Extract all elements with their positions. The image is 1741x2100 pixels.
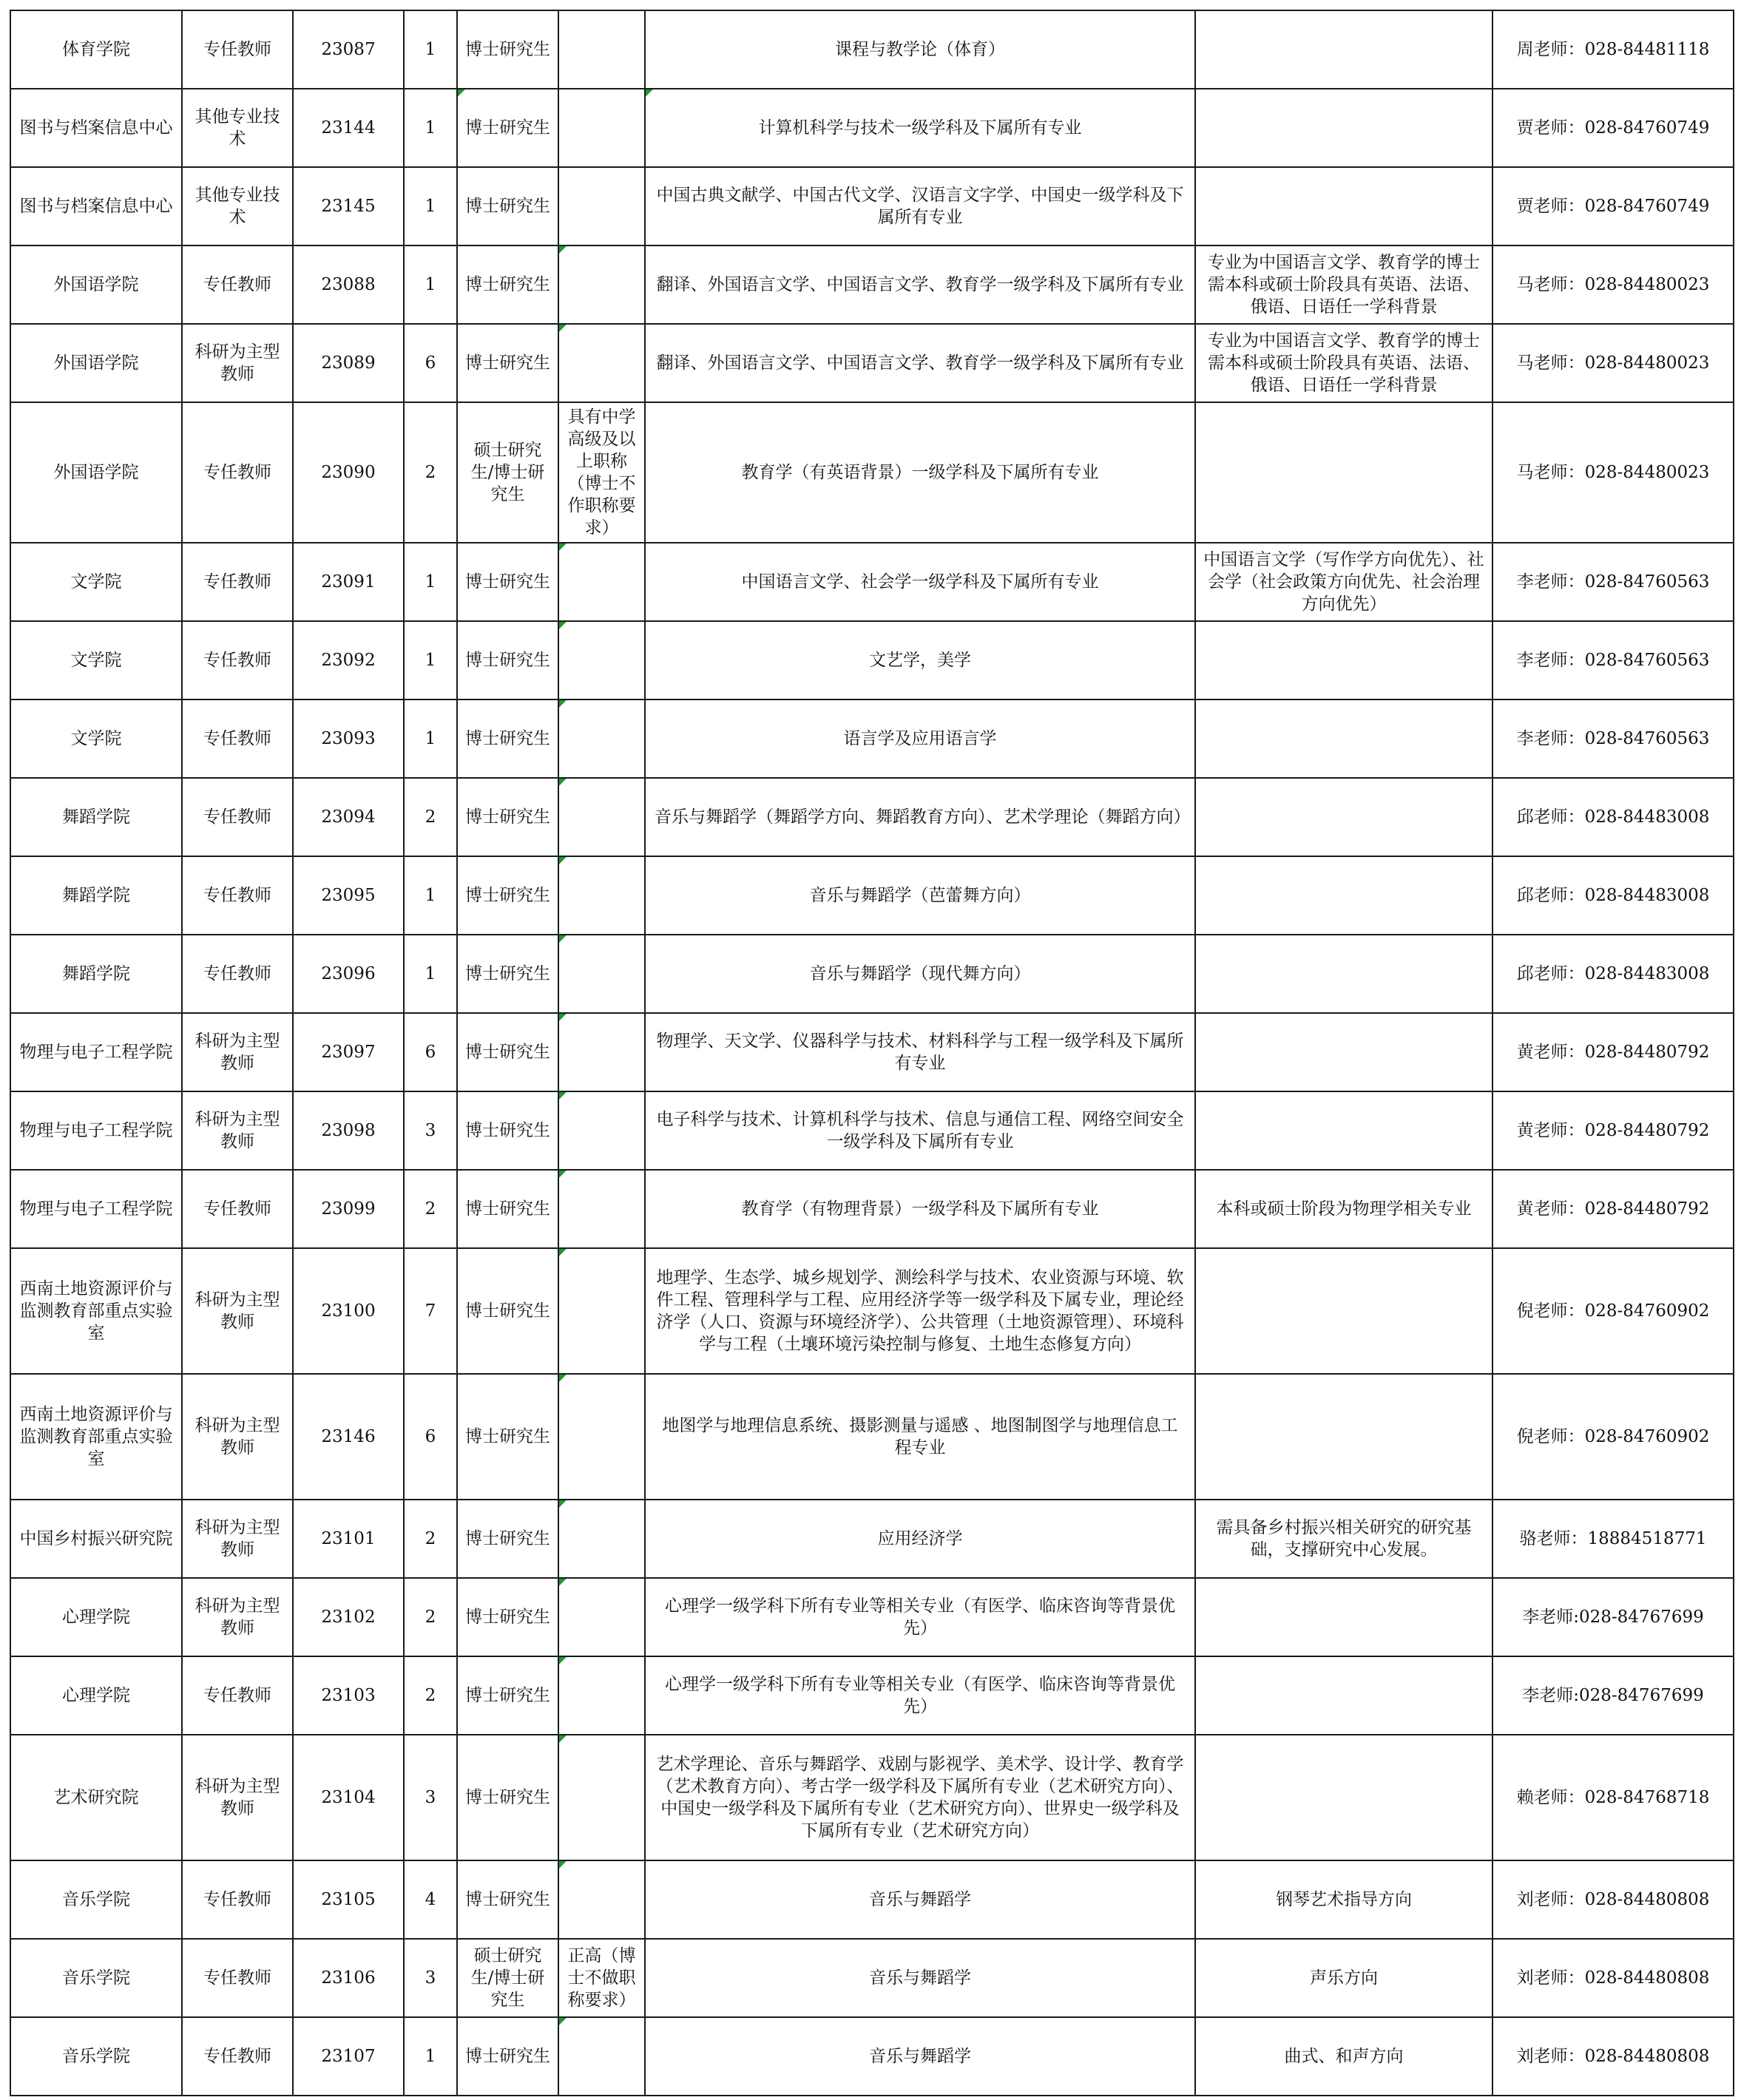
major-cell: 心理学一级学科下所有专业等相关专业（有医学、临床咨询等背景优先） (645, 1578, 1195, 1656)
degree-cell: 博士研究生 (457, 621, 558, 700)
degree-cell: 博士研究生 (457, 1656, 558, 1735)
degree-cell: 博士研究生 (457, 1248, 558, 1374)
position-type-cell: 科研为主型教师 (182, 1248, 293, 1374)
other-requirement-cell (1195, 402, 1492, 543)
position-code-cell: 23146 (293, 1374, 404, 1500)
other-requirement-cell: 声乐方向 (1195, 1939, 1492, 2017)
position-code-cell: 23102 (293, 1578, 404, 1656)
table-row (10, 1013, 1734, 1091)
unit-cell: 音乐学院 (10, 1860, 182, 1939)
other-requirement-cell (1195, 1374, 1492, 1500)
position-type-cell: 科研为主型教师 (182, 1091, 293, 1170)
contact-cell: 邱老师：028-84483008 (1492, 856, 1734, 935)
table-row (10, 402, 1734, 543)
position-code-cell: 23088 (293, 245, 404, 324)
position-code-cell: 23095 (293, 856, 404, 935)
major-cell: 音乐与舞蹈学（芭蕾舞方向） (645, 856, 1195, 935)
position-type-cell: 专任教师 (182, 935, 293, 1013)
table-row (10, 1500, 1734, 1578)
position-type-cell: 专任教师 (182, 621, 293, 700)
contact-cell: 刘老师：028-84480808 (1492, 1860, 1734, 1939)
major-cell: 音乐与舞蹈学 (645, 1860, 1195, 1939)
other-requirement-cell: 中国语言文学（写作学方向优先）、社会学（社会政策方向优先、社会治理方向优先） (1195, 543, 1492, 621)
position-type-cell: 专任教师 (182, 778, 293, 856)
title-requirement-cell (558, 621, 645, 700)
title-requirement-cell (558, 543, 645, 621)
contact-cell: 刘老师：028-84480808 (1492, 2017, 1734, 2096)
headcount-cell: 3 (404, 1735, 457, 1860)
table-row (10, 2017, 1734, 2096)
position-code-cell: 23097 (293, 1013, 404, 1091)
position-code-cell: 23087 (293, 10, 404, 89)
position-code-cell: 23145 (293, 167, 404, 245)
title-requirement-cell (558, 167, 645, 245)
major-cell: 语言学及应用语言学 (645, 700, 1195, 778)
table-row (10, 324, 1734, 402)
degree-cell: 博士研究生 (457, 89, 558, 167)
headcount-cell: 1 (404, 700, 457, 778)
headcount-cell: 2 (404, 1500, 457, 1578)
headcount-cell: 6 (404, 1013, 457, 1091)
other-requirement-cell: 专业为中国语言文学、教育学的博士需本科或硕士阶段具有英语、法语、俄语、日语任一学科背景 (1195, 324, 1492, 402)
title-requirement-cell (558, 700, 645, 778)
table-row (10, 10, 1734, 89)
headcount-cell: 1 (404, 10, 457, 89)
contact-cell: 李老师:028-84767699 (1492, 1578, 1734, 1656)
position-code-cell: 23098 (293, 1091, 404, 1170)
contact-cell: 黄老师：028-84480792 (1492, 1091, 1734, 1170)
title-requirement-cell (558, 778, 645, 856)
degree-cell: 博士研究生 (457, 856, 558, 935)
major-cell: 翻译、外国语言文学、中国语言文学、教育学一级学科及下属所有专业 (645, 324, 1195, 402)
major-cell: 音乐与舞蹈学 (645, 2017, 1195, 2096)
title-requirement-cell (558, 10, 645, 89)
position-code-cell: 23100 (293, 1248, 404, 1374)
major-cell: 地理学、生态学、城乡规划学、测绘科学与技术、农业资源与环境、软件工程、管理科学与工程、应用经济学等一级学科及下属专业，理论经济学（人口、资源与环境经济学）、公共管理（土地资源管理）、环境科学与工程（土壤环境污染控制与修复、土地生态修复方向） (645, 1248, 1195, 1374)
headcount-cell: 2 (404, 1170, 457, 1248)
unit-cell: 体育学院 (10, 10, 182, 89)
other-requirement-cell (1195, 89, 1492, 167)
table-row (10, 543, 1734, 621)
headcount-cell: 3 (404, 1091, 457, 1170)
position-type-cell: 专任教师 (182, 1170, 293, 1248)
contact-cell: 骆老师：18884518771 (1492, 1500, 1734, 1578)
unit-cell: 西南土地资源评价与监测教育部重点实验室 (10, 1374, 182, 1500)
unit-cell: 物理与电子工程学院 (10, 1170, 182, 1248)
position-type-cell: 专任教师 (182, 245, 293, 324)
major-cell: 教育学（有物理背景）一级学科及下属所有专业 (645, 1170, 1195, 1248)
major-cell: 课程与教学论（体育） (645, 10, 1195, 89)
title-requirement-cell (558, 1578, 645, 1656)
position-code-cell: 23101 (293, 1500, 404, 1578)
other-requirement-cell (1195, 1248, 1492, 1374)
other-requirement-cell: 曲式、和声方向 (1195, 2017, 1492, 2096)
title-requirement-cell (558, 1500, 645, 1578)
position-type-cell: 科研为主型教师 (182, 324, 293, 402)
other-requirement-cell (1195, 778, 1492, 856)
degree-cell: 博士研究生 (457, 543, 558, 621)
title-requirement-cell (558, 1656, 645, 1735)
major-cell: 地图学与地理信息系统、摄影测量与遥感 、地图制图学与地理信息工程专业 (645, 1374, 1195, 1500)
degree-cell: 博士研究生 (457, 245, 558, 324)
degree-cell: 博士研究生 (457, 1860, 558, 1939)
degree-cell: 博士研究生 (457, 10, 558, 89)
position-code-cell: 23096 (293, 935, 404, 1013)
unit-cell: 物理与电子工程学院 (10, 1013, 182, 1091)
major-cell: 中国语言文学、社会学一级学科及下属所有专业 (645, 543, 1195, 621)
contact-cell: 倪老师：028-84760902 (1492, 1248, 1734, 1374)
other-requirement-cell (1195, 167, 1492, 245)
major-cell: 计算机科学与技术一级学科及下属所有专业 (645, 89, 1195, 167)
unit-cell: 舞蹈学院 (10, 778, 182, 856)
degree-cell: 博士研究生 (457, 1091, 558, 1170)
headcount-cell: 2 (404, 402, 457, 543)
unit-cell: 图书与档案信息中心 (10, 167, 182, 245)
other-requirement-cell (1195, 10, 1492, 89)
unit-cell: 外国语学院 (10, 324, 182, 402)
title-requirement-cell (558, 1860, 645, 1939)
table-row (10, 935, 1734, 1013)
position-type-cell: 专任教师 (182, 1939, 293, 2017)
position-code-cell: 23105 (293, 1860, 404, 1939)
contact-cell: 刘老师：028-84480808 (1492, 1939, 1734, 2017)
unit-cell: 心理学院 (10, 1578, 182, 1656)
headcount-cell: 6 (404, 1374, 457, 1500)
contact-cell: 李老师：028-84760563 (1492, 621, 1734, 700)
major-cell: 翻译、外国语言文学、中国语言文学、教育学一级学科及下属所有专业 (645, 245, 1195, 324)
contact-cell: 邱老师：028-84483008 (1492, 778, 1734, 856)
table-row (10, 856, 1734, 935)
title-requirement-cell (558, 2017, 645, 2096)
headcount-cell: 1 (404, 2017, 457, 2096)
unit-cell: 文学院 (10, 621, 182, 700)
title-requirement-cell (558, 1735, 645, 1860)
title-requirement-cell (558, 1013, 645, 1091)
contact-cell: 黄老师：028-84480792 (1492, 1170, 1734, 1248)
title-requirement-cell: 具有中学高级及以上职称（博士不作职称要求） (558, 402, 645, 543)
degree-cell: 博士研究生 (457, 935, 558, 1013)
position-code-cell: 23099 (293, 1170, 404, 1248)
title-requirement-cell: 正高（博士不做职称要求） (558, 1939, 645, 2017)
contact-cell: 黄老师：028-84480792 (1492, 1013, 1734, 1091)
table-row (10, 1374, 1734, 1500)
unit-cell: 图书与档案信息中心 (10, 89, 182, 167)
title-requirement-cell (558, 245, 645, 324)
title-requirement-cell (558, 1374, 645, 1500)
position-type-cell: 科研为主型教师 (182, 1735, 293, 1860)
headcount-cell: 4 (404, 1860, 457, 1939)
degree-cell: 博士研究生 (457, 2017, 558, 2096)
headcount-cell: 1 (404, 167, 457, 245)
major-cell: 音乐与舞蹈学（舞蹈学方向、舞蹈教育方向）、艺术学理论（舞蹈方向） (645, 778, 1195, 856)
degree-cell: 博士研究生 (457, 1013, 558, 1091)
contact-cell: 马老师：028-84480023 (1492, 324, 1734, 402)
unit-cell: 物理与电子工程学院 (10, 1091, 182, 1170)
major-cell: 心理学一级学科下所有专业等相关专业（有医学、临床咨询等背景优先） (645, 1656, 1195, 1735)
position-type-cell: 科研为主型教师 (182, 1500, 293, 1578)
contact-cell: 邱老师：028-84483008 (1492, 935, 1734, 1013)
position-code-cell: 23106 (293, 1939, 404, 2017)
table-row (10, 1656, 1734, 1735)
headcount-cell: 6 (404, 324, 457, 402)
table-row (10, 167, 1734, 245)
position-type-cell: 专任教师 (182, 1860, 293, 1939)
major-cell: 音乐与舞蹈学 (645, 1939, 1195, 2017)
title-requirement-cell (558, 1170, 645, 1248)
table-row (10, 621, 1734, 700)
unit-cell: 西南土地资源评价与监测教育部重点实验室 (10, 1248, 182, 1374)
position-code-cell: 23103 (293, 1656, 404, 1735)
table-row (10, 1248, 1734, 1374)
recruitment-table (10, 10, 1734, 2096)
contact-cell: 李老师：028-84760563 (1492, 543, 1734, 621)
major-cell: 应用经济学 (645, 1500, 1195, 1578)
other-requirement-cell (1195, 935, 1492, 1013)
position-type-cell: 专任教师 (182, 2017, 293, 2096)
degree-cell: 博士研究生 (457, 1500, 558, 1578)
position-type-cell: 科研为主型教师 (182, 1578, 293, 1656)
position-type-cell: 专任教师 (182, 402, 293, 543)
table-row (10, 1170, 1734, 1248)
other-requirement-cell (1195, 621, 1492, 700)
contact-cell: 倪老师：028-84760902 (1492, 1374, 1734, 1500)
table-row (10, 1578, 1734, 1656)
position-type-cell: 专任教师 (182, 1656, 293, 1735)
headcount-cell: 3 (404, 1939, 457, 2017)
contact-cell: 李老师:028-84767699 (1492, 1656, 1734, 1735)
position-type-cell: 科研为主型教师 (182, 1374, 293, 1500)
degree-cell: 硕士研究生/博士研究生 (457, 402, 558, 543)
headcount-cell: 1 (404, 935, 457, 1013)
headcount-cell: 1 (404, 89, 457, 167)
degree-cell: 博士研究生 (457, 167, 558, 245)
title-requirement-cell (558, 935, 645, 1013)
unit-cell: 中国乡村振兴研究院 (10, 1500, 182, 1578)
position-code-cell: 23104 (293, 1735, 404, 1860)
position-code-cell: 23107 (293, 2017, 404, 2096)
contact-cell: 李老师：028-84760563 (1492, 700, 1734, 778)
major-cell: 音乐与舞蹈学（现代舞方向） (645, 935, 1195, 1013)
position-type-cell: 专任教师 (182, 10, 293, 89)
degree-cell: 博士研究生 (457, 1578, 558, 1656)
table-row (10, 245, 1734, 324)
other-requirement-cell: 需具备乡村振兴相关研究的研究基础，支撑研究中心发展。 (1195, 1500, 1492, 1578)
degree-cell: 博士研究生 (457, 1170, 558, 1248)
contact-cell: 马老师：028-84480023 (1492, 245, 1734, 324)
major-cell: 文艺学，美学 (645, 621, 1195, 700)
degree-cell: 博士研究生 (457, 778, 558, 856)
major-cell: 物理学、天文学、仪器科学与技术、材料科学与工程一级学科及下属所有专业 (645, 1013, 1195, 1091)
title-requirement-cell (558, 1248, 645, 1374)
unit-cell: 音乐学院 (10, 1939, 182, 2017)
other-requirement-cell: 本科或硕士阶段为物理学相关专业 (1195, 1170, 1492, 1248)
other-requirement-cell: 钢琴艺术指导方向 (1195, 1860, 1492, 1939)
contact-cell: 马老师：028-84480023 (1492, 402, 1734, 543)
contact-cell: 赖老师：028-84768718 (1492, 1735, 1734, 1860)
unit-cell: 艺术研究院 (10, 1735, 182, 1860)
table-row (10, 700, 1734, 778)
position-type-cell: 专任教师 (182, 543, 293, 621)
unit-cell: 音乐学院 (10, 2017, 182, 2096)
headcount-cell: 2 (404, 1578, 457, 1656)
headcount-cell: 2 (404, 778, 457, 856)
title-requirement-cell (558, 89, 645, 167)
position-code-cell: 23093 (293, 700, 404, 778)
other-requirement-cell (1195, 700, 1492, 778)
other-requirement-cell (1195, 856, 1492, 935)
position-code-cell: 23094 (293, 778, 404, 856)
position-type-cell: 科研为主型教师 (182, 1013, 293, 1091)
contact-cell: 贾老师：028-84760749 (1492, 167, 1734, 245)
degree-cell: 博士研究生 (457, 700, 558, 778)
major-cell: 教育学（有英语背景）一级学科及下属所有专业 (645, 402, 1195, 543)
position-type-cell: 其他专业技术 (182, 89, 293, 167)
other-requirement-cell: 专业为中国语言文学、教育学的博士需本科或硕士阶段具有英语、法语、俄语、日语任一学科背景 (1195, 245, 1492, 324)
table-row (10, 1860, 1734, 1939)
position-type-cell: 专任教师 (182, 856, 293, 935)
title-requirement-cell (558, 856, 645, 935)
headcount-cell: 1 (404, 245, 457, 324)
unit-cell: 文学院 (10, 543, 182, 621)
unit-cell: 文学院 (10, 700, 182, 778)
position-code-cell: 23089 (293, 324, 404, 402)
degree-cell: 博士研究生 (457, 324, 558, 402)
other-requirement-cell (1195, 1656, 1492, 1735)
other-requirement-cell (1195, 1091, 1492, 1170)
title-requirement-cell (558, 324, 645, 402)
headcount-cell: 1 (404, 543, 457, 621)
unit-cell: 外国语学院 (10, 245, 182, 324)
position-code-cell: 23090 (293, 402, 404, 543)
position-code-cell: 23144 (293, 89, 404, 167)
position-type-cell: 其他专业技术 (182, 167, 293, 245)
position-code-cell: 23092 (293, 621, 404, 700)
degree-cell: 博士研究生 (457, 1735, 558, 1860)
degree-cell: 硕士研究生/博士研究生 (457, 1939, 558, 2017)
position-code-cell: 23091 (293, 543, 404, 621)
contact-cell: 周老师：028-84481118 (1492, 10, 1734, 89)
headcount-cell: 7 (404, 1248, 457, 1374)
headcount-cell: 1 (404, 621, 457, 700)
other-requirement-cell (1195, 1735, 1492, 1860)
title-requirement-cell (558, 1091, 645, 1170)
unit-cell: 舞蹈学院 (10, 856, 182, 935)
other-requirement-cell (1195, 1013, 1492, 1091)
headcount-cell: 1 (404, 856, 457, 935)
table-row (10, 1939, 1734, 2017)
contact-cell: 贾老师：028-84760749 (1492, 89, 1734, 167)
position-type-cell: 专任教师 (182, 700, 293, 778)
major-cell: 艺术学理论、音乐与舞蹈学、戏剧与影视学、美术学、设计学、教育学（艺术教育方向）、考古学一级学科及下属所有专业（艺术研究方向）、中国史一级学科及下属所有专业（艺术研究方向）、世界史一级学科及下属所有专业（艺术研究方向） (645, 1735, 1195, 1860)
table-row (10, 778, 1734, 856)
table-row (10, 1735, 1734, 1860)
major-cell: 中国古典文献学、中国古代文学、汉语言文字学、中国史一级学科及下属所有专业 (645, 167, 1195, 245)
major-cell: 电子科学与技术、计算机科学与技术、信息与通信工程、网络空间安全一级学科及下属所有专业 (645, 1091, 1195, 1170)
other-requirement-cell (1195, 1578, 1492, 1656)
table-row (10, 1091, 1734, 1170)
headcount-cell: 2 (404, 1656, 457, 1735)
unit-cell: 心理学院 (10, 1656, 182, 1735)
table-row (10, 89, 1734, 167)
unit-cell: 舞蹈学院 (10, 935, 182, 1013)
unit-cell: 外国语学院 (10, 402, 182, 543)
degree-cell: 博士研究生 (457, 1374, 558, 1500)
